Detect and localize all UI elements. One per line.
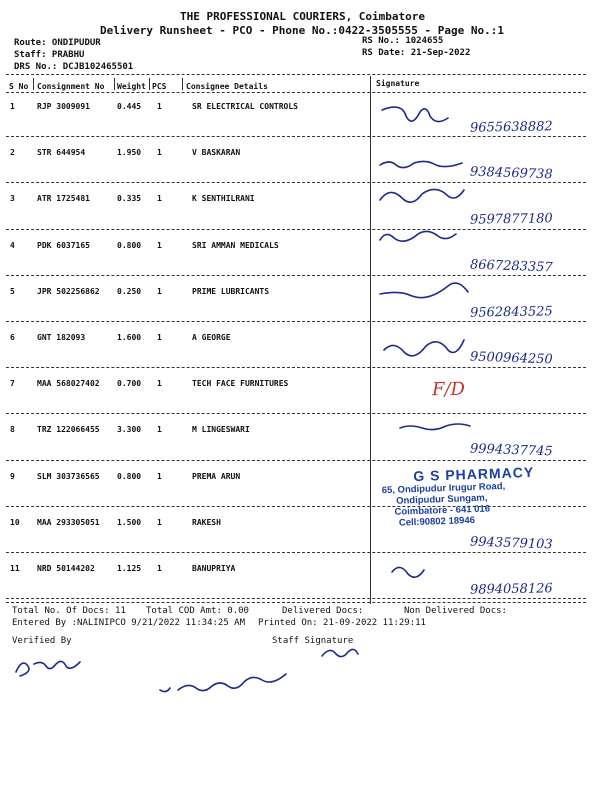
row-sno: 9 [10,471,15,481]
rs-number: RS No.: 1024655 [362,36,444,46]
col-header-consignment: Consignment No [37,82,105,91]
row-pcs: 1 [157,517,162,527]
row-weight: 0.800 [117,471,142,481]
row-sno: 8 [10,425,15,435]
company-name: THE PROFESSIONAL COURIERS, Coimbatore [180,10,426,23]
row-consignment-no: STR 644954 [37,148,86,158]
staff: Staff: PRABHU [14,50,85,60]
row-sno: 6 [10,333,15,342]
row-handwritten-phone: 9994337745 [469,441,553,460]
row-pcs: 1 [157,148,162,158]
row-pcs: 1 [157,286,162,296]
row-consignment-no: GNT 182093 [37,333,86,342]
row-sno: 2 [10,148,15,158]
col-header-consignee: Consignee Details [186,82,268,91]
delivered-docs: Delivered Docs: [282,606,364,616]
row-handwritten-phone: 9894058126 [469,581,553,598]
row-consignee: K SENTHILRANI [192,194,255,204]
row-pcs: 1 [157,102,162,111]
row-consignee: PREMA ARUN [192,471,241,481]
total-docs: Total No. Of Docs: 11 [12,606,126,616]
row-pcs: 1 [157,379,162,389]
rs-date: RS Date: 21-Sep-2022 [362,48,471,58]
row-weight: 1.600 [117,333,142,342]
row-consignment-no: TRZ 122066455 [37,425,100,435]
row-pcs: 1 [157,425,162,435]
row-pcs: 1 [157,564,162,573]
row-sno: 7 [10,379,15,389]
col-header-weight: Weight [117,82,146,91]
row-pcs: 1 [157,240,162,250]
row-sno: 5 [10,286,15,296]
row-handwritten-phone: 9655638882 [469,119,553,136]
row-weight: 0.445 [117,102,142,111]
staff-signature-label: Staff Signature [272,636,354,646]
entered-by: Entered By :NALINIPCO 9/21/2022 11:34:25 AM [12,618,245,628]
row-consignment-no: NRD 50144202 [37,564,95,573]
row-weight: 1.125 [117,564,142,573]
row-consignee: V BASKARAN [192,148,241,158]
row-consignee: BANUPRIYA [192,564,236,573]
row-weight: 0.800 [117,240,142,250]
stamp-address-3: Coimbatore - 641 016 [394,503,491,518]
row-handwritten-phone: 9562843525 [469,304,553,321]
row-sno: 4 [10,240,15,250]
row-consignee: SR ELECTRICAL CONTROLS [192,102,298,111]
verified-by-label: Verified By [12,636,72,646]
row-consignment-no: SLM 303736565 [37,471,100,481]
row-sno: 11 [10,564,20,573]
row-handwritten-phone: 9500964250 [469,349,553,368]
stamp-address-2: Ondipudur Sungam, [395,492,488,507]
row-pcs: 1 [157,471,162,481]
stamp-title: G S PHARMACY [413,463,535,485]
non-delivered-docs: Non Delivered Docs: [404,606,507,616]
row-pcs: 1 [157,194,162,204]
drs-number: DRS No.: DCJB102465501 [14,62,134,72]
row-weight: 0.700 [117,379,142,389]
route: Route: ONDIPUDUR [14,38,101,48]
runsheet-title: Delivery Runsheet - PCO - Phone No.:0422-3505555 - Page No.:1 [100,24,504,37]
row-consignment-no: JPR 502256862 [37,286,100,296]
row-fd-note: F/D [431,378,466,401]
row-consignee: SRI AMMAN MEDICALS [192,240,279,250]
row-weight: 0.335 [117,194,142,204]
row-weight: 0.250 [117,286,142,296]
col-header-sno: S No [9,82,29,91]
row-weight: 1.950 [117,148,142,158]
verified-by-signature [16,661,80,676]
row-consignee: M LINGESWARI [192,425,250,435]
row-handwritten-phone: 9597877180 [469,211,553,229]
row-pcs: 1 [157,333,162,342]
row-consignment-no: MAA 568027402 [37,379,100,389]
row-handwritten-phone: 9384569738 [469,164,553,183]
row-consignee: TECH FACE FURNITURES [192,379,289,389]
row-weight: 3.300 [117,425,142,435]
printed-on: Printed On: 21-09-2022 11:29:11 [258,618,426,628]
row-handwritten-phone: 9943579103 [469,534,553,553]
col-header-signature: Signature [376,79,420,88]
total-cod: Total COD Amt: 0.00 [146,606,249,616]
stamp-address-1: 65, Ondipudur Irugur Road, [381,480,506,497]
row-consignee: PRIME LUBRICANTS [192,286,270,296]
row-consignment-no: RJP 3009091 [37,102,90,111]
row-handwritten-phone: 8667283357 [469,257,553,276]
row-weight: 1.500 [117,517,142,527]
row-consignee: A GEORGE [192,333,231,342]
row-consignment-no: PDK 6037165 [37,240,90,250]
row-sno: 10 [10,517,20,527]
entered-signature-scribble [160,674,286,692]
row-sno: 1 [10,102,15,111]
row-consignment-no: MAA 293305051 [37,517,100,527]
col-header-pcs: PCS [152,82,167,91]
row-consignee: RAKESH [192,517,221,527]
stamp-phone: Cell:90802 18946 [398,515,476,529]
staff-signature-scribble [322,649,358,656]
row-consignment-no: ATR 1725481 [37,194,90,204]
row-sno: 3 [10,194,15,204]
